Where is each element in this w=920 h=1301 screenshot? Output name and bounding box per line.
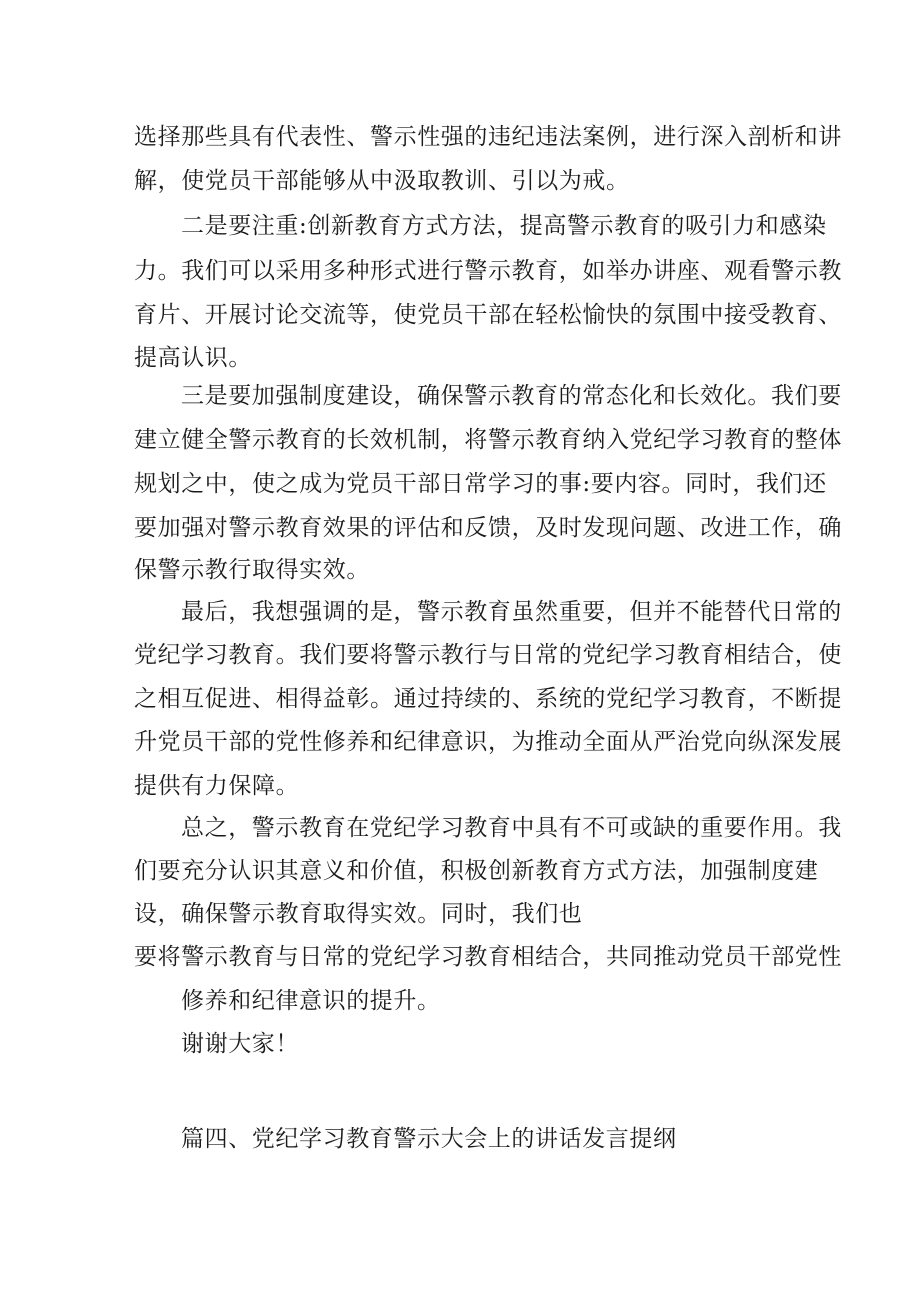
text-line: 之相互促进、相得益彰。通过持续的、系统的党纪学习教育，不断提 [134, 686, 842, 712]
text-line: 建立健全警示教育的长效机制，将警示教育纳入党纪学习教育的整体 [134, 427, 842, 453]
text-line: 提高认识。 [134, 345, 252, 371]
text-line: 要加强对警示教育效果的评估和反馈，及时发现问题、改进工作，确 [134, 515, 842, 541]
text-line: 要将警示教育与日常的党纪学习教育相结合，共同推动党员干部党性 [134, 944, 842, 970]
text-line: 们要充分认识其意义和价值，积极创新教育方式方法，加强制度建 [134, 858, 819, 884]
text-line: 保警示教行取得实效。 [134, 557, 370, 583]
text-line: 修养和纪律意识的提升。 [181, 988, 441, 1014]
paragraph-first-line: 总之，警示教育在党纪学习教育中具有不可或缺的重要作用。我 [181, 815, 842, 841]
paragraph-first-line: 最后，我想强调的是，警示教育虽然重要，但并不能替代日常的 [181, 599, 842, 625]
text-line: 育片、开展讨论交流等，使党员干部在轻松愉快的氛围中接受教育、 [134, 302, 842, 328]
text-line: 升党员干部的党性修养和纪律意识，为推动全面从严治党向纵深发展 [134, 729, 842, 755]
text-line: 选择那些具有代表性、警示性强的违纪违法案例，进行深入剖析和讲 [134, 124, 842, 150]
text-line: 党纪学习教育。我们要将警示教行与日常的党纪学习教育相结合，使 [134, 642, 842, 668]
paragraph-first-line: 三是要加强制度建设，确保警示教育的常态化和长效化。我们要 [181, 383, 842, 409]
text-line: 解，使党员干部能够从中汲取教训、引以为戒。 [134, 168, 630, 194]
text-line: 规划之中，使之成为党员干部日常学习的事:要内容。同时，我们还 [134, 471, 827, 497]
text-line: 力。我们可以采用多种形式进行警示教育，如举办讲座、观看警示教 [134, 258, 842, 284]
section-heading: 篇四、党纪学习教育警示大会上的讲话发言提纲 [181, 1126, 677, 1152]
text-line: 提供有力保障。 [134, 773, 300, 799]
text-line: 设，确保警示教育取得实效。同时，我们也 [134, 901, 583, 927]
closing-remark: 谢谢大家！ [181, 1031, 299, 1057]
paragraph-first-line: 二是要注重:创新教育方式方法，提高警示教育的吸引力和感染 [181, 213, 827, 239]
